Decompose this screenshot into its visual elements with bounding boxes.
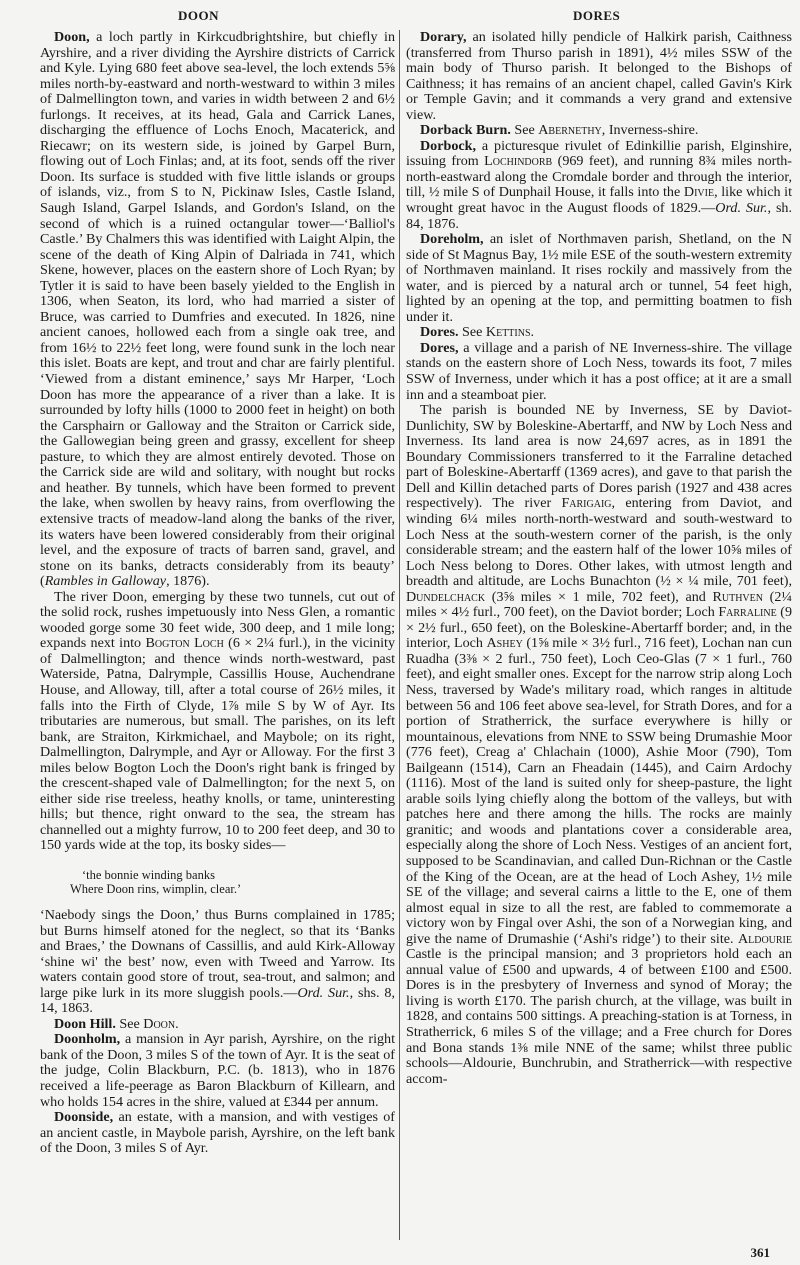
gazetteer-entry (40, 1017, 395, 1033)
entry-headword: Doon, (54, 29, 90, 45)
entry-text: an islet of Northmaven parish, Shetland, on the N side of St Magnus Bay, 1½ mile ESE of the south-western extremity of Northmaven mainland. It rises rockily and massively from the water, and is pierced by a natural arch or tunnel, 54 feet high, lighted by an opening at the top, and permitting boatmen to fish under it. (406, 231, 792, 325)
entry-text: ‘Naebody sings the Doon,’ thus Burns complained in 1785; but Burns himself atoned for the neglect, so that its ‘Banks and Braes,’ the Downans of Cassillis, and auld Kirk-Alloway ‘shine wi' the best’ now, even with Tweed and Yarrow. Its waters contain good store of trout, sea-trout, and salmon; and large pike lurk in its more sluggish pools.— (40, 906, 395, 1001)
entry-text: . (530, 324, 535, 341)
italic-citation: Rambles in Galloway (44, 573, 167, 590)
cross-reference: Aldourie (737, 930, 792, 947)
cross-reference: Farraline (718, 604, 777, 621)
cross-reference: Abernethy (538, 122, 602, 139)
gazetteer-entry (406, 403, 792, 1087)
entry-text: The parish is bounded NE by Inverness, SE by Daviot-Dunlichity, SW by Boleskine-Abertarff, and NW by Loch Ness and Inverness. Its land area is now 24,697 acres, as in 1891 the Boundary Commissioners transferred to it the Farraline detached part of Boleskine-Abertarff (1369 acres), and gave to that parish the Dell and Killin detached parts of Dores parish (1927 and 438 acres respectively). The river (406, 402, 792, 512)
running-head-left: DOON (178, 8, 219, 23)
entry-text: The river Doon, emerging by these two tunnels, cut out of the solid rock, rushes impetuously into Ness Glen, a romantic wooded gorge some 30 feet wide, 300 deep, and 1 mile long; expands next into (40, 588, 395, 652)
entry-text: an estate, with a mansion, and with vestiges of an ancient castle, in Maybole parish, Ayrshire, on the left bank of the Doon, 3 miles S of Ayr. (40, 1109, 395, 1157)
cross-reference: Kettins (485, 324, 531, 341)
entry-text: , like which it wrought great havoc in the August floods of 1829.— (406, 184, 792, 217)
entry-text: . (175, 1015, 179, 1032)
entry-text: (9 × 2½ furl., 650 feet), on the Boleskine-Abertarff border; and, in the interior, Loch (406, 604, 793, 652)
entry-text: See (510, 122, 539, 139)
entry-text: a loch partly in Kirkcudbrightshire, but chiefly in Ayrshire, and a river dividing the Ayrshire districts of Carrick and Kyle. Lying 680 feet above sea-level, the loch extends 5⅝ miles north-by-eastward and north-westward to within 3 miles of Dalmellington town, and varies in width between 2 and 6½ furlongs. It receives, at its head, Gala and Carrick Lanes, discharging the effluence of Lochs Enoch, Macaterick, and Riecawr; on its western side, is joined by Garpel Burn, flowing out of Loch Finlas; and, at its foot, sends off the river Doon. Its surface is studded with five little islands or groups of islands, viz., from S to N, Pickinaw Isles, Castle Island, Saugh Island, Garpel Islands, and Gordon's Island, on the second of which is a ruined octangular tower—‘Balliol's Castle.’ By Chalmers this was identified with Laight Alpin, the scene of the death of King Alpin of Dalriada in 741, which Skene, however, places on the eastern shore of Loch Ryan; by Tytler it is said to have been basely yielded to the English in 1306, when Seaton, its lord, who had married a sister of Bruce, was carried to Dumfries and executed. In 1826, nine ancient canoes, hollowed each from a single oak tree, and from 16½ to 22½ feet long, were found sunk in the loch near this islet. Boats are kept, and trout and char are fairly plentiful. ‘Viewed from a distant eminence,’ says Mr Harper, ‘Loch Doon has more the appearance of a river than a lake. It is surrounded by lofty hills (1000 to 2000 feet in height) on both the Carsphairn or Galloway and the Straiton or Carrick side, the Gallowegian being green and grassy, excellent for sheep pasture, to which they are almost entirely devoted. Those on the Carrick side are wild and solitary, with nought but rocks and heather. By tunnels, which have been formed to prevent the lake, when swollen by heavy rains, from overflowing the extensive tracts of meadow-land along the banks of the river, its waters have been lowered considerably from their original level, and the exposure of tracts of barren sand, gravel, and stone on its banks, detracts considerably from its beauty’ ( (40, 29, 395, 590)
entry-headword: Dores. (420, 324, 459, 341)
entry-text: (1⅝ mile × 3½ furl., 716 feet), Lochan nan cun Ruadha (3⅜ × 2 furl., 750 feet), Loch Ceo-Glas (7 × 1 furl., 760 feet), and eight smaller ones. Except for the narrow strip along Loch Ness, traversed by Wade's military road, which ranges in altitude between 56 and 106 feet above sea-level, for Strath Dores, and for a portion of Stratherrick, the surface everywhere is hilly or mountainous, elevations from NNE to SSW being Drumashie Moor (776 feet), Creag a' Chlachain (1000), Ashie Moor (790), Tom Bailgeann (1514), Carn an Fheadain (1445), and Cairn Ardochy (1116). Most of the land is suited only for sheep-pasture, the light arable soils lying chiefly along the bottom of the valleys, but with patches here and there among the hills. The rocks are mainly granitic; and woods and plantations cover a considerable area, especially along the shore of Loch Ness. Vestiges of an ancient fort, supposed to be Scandinavian, and called Dun-Richnan or the Castle of the King of the Ocean, are at the head of Loch Ashey, 1½ mile SE of the village; and several cairns a little to the E, one of them almost equal in size to all the rest, are fabled to commemorate a victory won by Fingal over Ashi, the son of a Norwegian king, and give the name of Drumashie (‘Ashi's ridge’) to their site. (406, 635, 792, 947)
entry-text: (3⅝ miles × 1 mile, 702 feet), and (485, 588, 713, 605)
entry-text: , shs. 8, 14, 1863. (40, 984, 395, 1017)
entry-text: , sh. 84, 1876. (406, 200, 792, 232)
italic-citation: Ord. Sur. (297, 984, 350, 1001)
gazetteer-entry (40, 30, 395, 590)
verse-line: ‘the bonnie winding banks (82, 867, 215, 882)
italic-citation: Ord. Sur. (715, 200, 768, 217)
cross-reference: Ruthven (712, 588, 763, 605)
entry-text: , entering from Daviot, and winding 6¼ miles north-north-westward and south-westward to Loch Ness at the south-western corner of the parish, is the only considerable stream; and the eastern half of the lower 10⅝ miles of Loch Ness belong to Dores. Other lakes, with utmost length and breadth and altitude, are Lochs Bunachton (½ × ¼ mile, 701 feet), (406, 495, 793, 590)
gazetteer-entry (406, 30, 792, 123)
entry-text: See (115, 1015, 144, 1032)
gazetteer-entry (40, 1032, 395, 1110)
entry-text: , 1876). (166, 573, 210, 590)
gazetteer-entry (406, 341, 792, 403)
left-entries-after-quote (40, 908, 395, 1157)
entry-text: Castle is the principal mansion; and 3 proprietors hold each an annual value of £500 and upwards, 4 of between £100 and £500. Dores is in the presbytery of Inverness and synod of Moray; the living is worth £170. The parish church, at the village, was built in 1828, and contains 500 sittings. A preaching-station is at Torness, in Stratherrick, 6 miles S of the village; and a Free church for Dores and Bona stands 1⅜ mile NNE of the same; whilst three public schools—Aldourie, Bunchrubin, and Stratherrick—with respective accom- (406, 946, 792, 1087)
cross-reference: Doon (143, 1015, 176, 1032)
entry-headword: Dores, (420, 339, 459, 356)
entry-text: a picturesque rivulet of Edinkillie parish, Elginshire, issuing from (406, 137, 792, 170)
entry-headword: Doonholm, (54, 1031, 121, 1048)
right-column (406, 30, 792, 1087)
entry-text: (6 × 2¼ furl.), in the vicinity of Dalmellington; and thence winds north-westward, past Waterside, Patna, Dalrymple, Cassillis House, Auchendrane House, and Alloway, till, after a total course of 26½ miles, it falls into the Firth of Clyde, 1⅞ mile S by W of Ayr. Its tributaries are numerous, but small. The parishes, on its left bank, are Straiton, Kirkmichael, and Maybole; on its right, Dalmellington, Dalrymple, and Ayr or Alloway. For the first 3 miles below Bogton Loch the Doon's right bank is fringed by the crescent-shaped vale of Dalmellington; for the next 5, on either side rise treeless, heathy knolls, or tame, uninteresting hills; but thence, right onward to the sea, the stream has channelled out a mighty furrow, 10 to 200 feet deep, and 30 to 150 yards wide at the top, its bosky sides— (40, 635, 395, 854)
entry-text: See (458, 324, 486, 341)
verse-line: Where Doon rins, wimplin, clear.’ (70, 881, 242, 896)
gazetteer-entry (40, 590, 395, 854)
gazetteer-entry (406, 123, 792, 139)
entry-headword: Doreholm, (420, 231, 484, 248)
cross-reference: Divie (683, 184, 715, 201)
gazetteer-entry (406, 325, 792, 341)
running-head-right: DORES (573, 8, 621, 23)
entry-text: an isolated hilly pendicle of Halkirk parish, Caithness (transferred from Thurso parish in 1891), 4½ miles SSW of the main body of Thurso parish. It belonged to the Bishops of Caithness; it has remains of an ancient chapel, called Gavin's Kirk or Temple Gavin; and it commands a very grand and extensive view. (406, 29, 792, 123)
entry-headword: Doonside, (54, 1109, 114, 1126)
verse-quote (40, 868, 395, 896)
cross-reference: Bogton Loch (145, 635, 224, 652)
entry-headword: Dorary, (420, 29, 467, 45)
cross-reference: Farigaig (561, 495, 612, 512)
entry-text: , Inverness-shire. (601, 122, 699, 139)
gazetteer-entry (406, 232, 792, 325)
gazetteer-entry (406, 139, 792, 232)
entry-text: a mansion in Ayr parish, Ayrshire, on the right bank of the Doon, 3 miles S of the town of Ayr. It is the seat of the judge, Colin Blackburn, P.C. (b. 1813), who in 1876 received a life-peerage as Baron Blackburn of Killearn, and who holds 154 acres in the shire, valued at £344 per annum. (40, 1031, 395, 1110)
left-entries-before-quote (40, 30, 395, 854)
entry-headword: Dorback Burn. (420, 122, 511, 139)
page-number: 361 (750, 1245, 770, 1260)
entry-text: (969 feet), and running 8¾ miles north-north-eastward along the Cromdale border and through the interior, till, ½ mile S of Dunphail House, it falls into the (406, 153, 793, 201)
left-column (40, 30, 395, 1157)
gazetteer-entry (40, 1110, 395, 1157)
entry-text: a village and a parish of NE Inverness-shire. The village stands on the eastern shore of Loch Ness, towards its foot, 7 miles SSW of Inverness, under which it has a post office; at it are a small inn and a steamboat pier. (406, 339, 792, 403)
cross-reference: Lochindorb (484, 153, 553, 170)
entry-text: (2¼ miles × 4½ furl., 700 feet), on the Daviot border; Loch (406, 588, 792, 621)
cross-reference: Ashey (486, 635, 523, 652)
column-divider (399, 30, 400, 1240)
entry-headword: Doon Hill. (54, 1015, 116, 1032)
entry-headword: Dorbock, (420, 137, 476, 154)
right-entries (406, 30, 792, 1087)
cross-reference: Dundelchack (406, 588, 486, 605)
gazetteer-entry (40, 908, 395, 1017)
